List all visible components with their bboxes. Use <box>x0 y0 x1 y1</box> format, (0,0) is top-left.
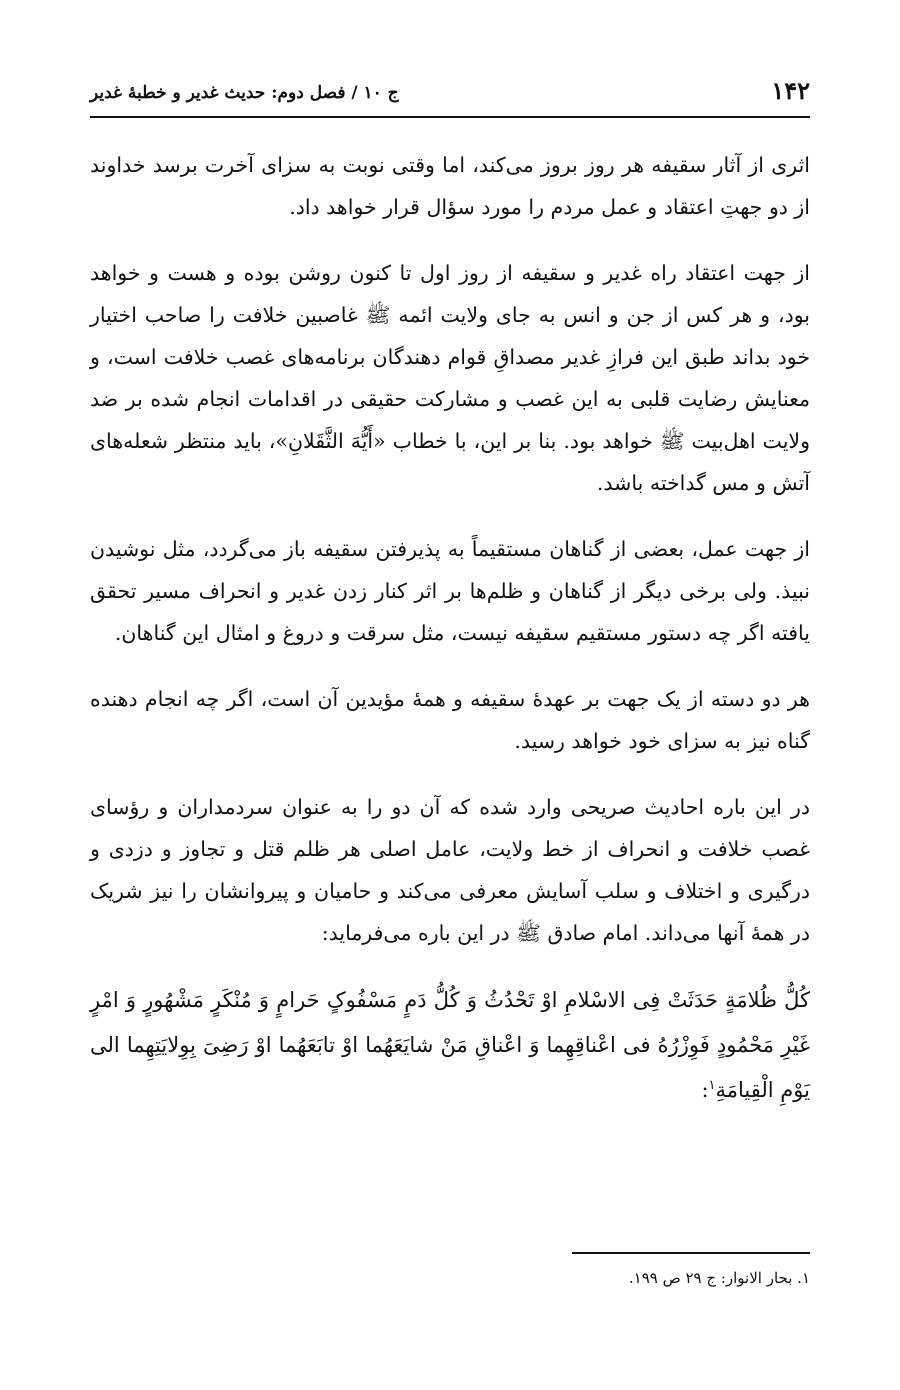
footnote: ۱. بحار الانوار: ج ۲۹ ص ۱۹۹. <box>628 1269 810 1287</box>
footnote-marker: ۱ <box>708 1078 716 1093</box>
hadith-text: کُلُّ ظُلامَةٍ حَدَثَتْ فِی الاسْلامِ اوْ تَحْدُثُ وَ کُلُّ دَمٍ مَسْفُوکٍ حَرامٍ وَ مُنْکَرٍ مَشْهُورٍ وَ امْرٍ غَیْرِ مَحْمُودٍ فَوِزْرُهُ فی اعْناقِهِما وَ اعْناقِ مَنْ شایَعَهُما اوْ تابَعَهُما اوْ رَضِیَ بِوِلایَتِهِما الی یَوْمِ الْقِیامَةِ <box>90 988 810 1102</box>
page-number: ۱۴۲ <box>771 76 810 105</box>
footnote-rule <box>572 1252 810 1254</box>
paragraph-3: از جهت عمل، بعضی از گناهان مستقیماً به پذیرفتن سقیفه باز می‌گردد، مثل نوشیدن نبیذ. ولی برخی دیگر از گناهان و ظلم‌ها بر اثر کنار زدن غدیر و انحراف مسیر تحقق یافته اگر چه دستور مستقیم سقیفه نیست، مثل سرقت و دروغ و امثال این گناهان. <box>90 537 810 645</box>
header-rule <box>90 116 810 118</box>
paragraph-4: هر دو دسته از یک جهت بر عهدهٔ سقیفه و همهٔ مؤیدین آن است، اگر چه انجام دهنده گناه نیز به سزای خود خواهد رسید. <box>90 687 810 753</box>
hadith-quote <box>90 978 810 1113</box>
hadith-end-punct: : <box>701 1078 709 1102</box>
page-header <box>90 74 810 114</box>
book-page <box>90 60 810 1350</box>
paragraph-5: در این باره احادیث صریحی وارد شده که آن دو را به عنوان سردمداران و رؤسای غصب خلافت و انحراف از خط ولایت، عامل اصلی هر ظلم قتل و تجاوز و دزدی و درگیری و اختلاف و سلب آسایش معرفی می‌کند و حامیان و پیروانشان را نیز شریک در همهٔ آنها می‌داند. امام صادق ﷺ در این باره می‌فرماید: <box>90 795 810 945</box>
paragraph-1: اثری از آثار سقیفه هر روز بروز می‌کند، اما وقتی نوبت به سزای آخرت برسد خداوند از دو جهتِ اعتقاد و عمل مردم را مورد سؤال قرار خواهد داد. <box>90 153 810 219</box>
running-title: ج ۱۰ / فصل دوم: حدیث غدیر و خطبهٔ غدیر <box>90 83 399 103</box>
page-body <box>90 144 810 1113</box>
paragraph-2: از جهت اعتقاد راه غدیر و سقیفه از روز اول تا کنون روشن بوده و هست و خواهد بود، و هر کس از جن و انس به جای ولایت ائمه ﷺ غاصبین خلافت را صاحب اختیار خود بداند طبق این فرازِ غدیر مصداقِ قوام دهندگان برنامه‌های غصب خلافت است، و معنایش رضایت قلبی به این غصب و مشارکت حقیقی در اقدامات انجام شده بر ضد ولایت اهل‌بیت ﷺ خواهد بود. بنا بر این، با خطاب «أَیُّهَ الثَّقَلانِ»، باید منتظر شعله‌های آتش و مس گداخته باشد. <box>90 261 810 495</box>
